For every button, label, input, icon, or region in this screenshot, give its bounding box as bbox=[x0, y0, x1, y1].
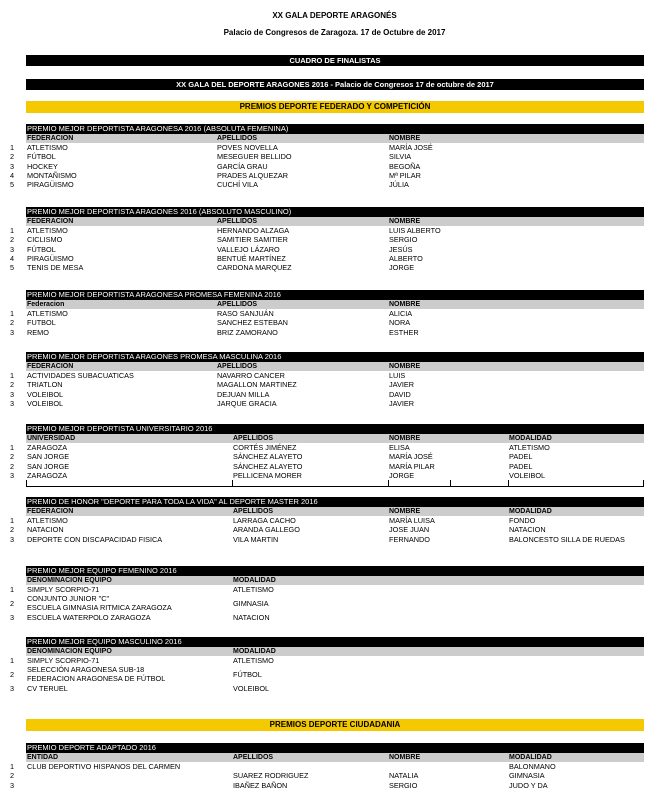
row-rank: 1 bbox=[10, 516, 15, 525]
document-title: XX GALA DEPORTE ARAGONÉS bbox=[272, 11, 397, 20]
award-section bbox=[0, 290, 669, 337]
row-cell: MAGALLON MARTINEZ bbox=[217, 380, 297, 390]
column-header: APELLIDOS bbox=[217, 218, 258, 225]
row-cell: JUDO Y DA bbox=[509, 780, 548, 790]
row-rank: 1 bbox=[10, 443, 15, 452]
table-row bbox=[0, 585, 669, 594]
column-header: DENOMINACION EQUIPO bbox=[27, 648, 112, 655]
column-header: APELLIDOS bbox=[217, 363, 258, 370]
award-section bbox=[0, 637, 669, 694]
row-rank: 3 bbox=[10, 161, 15, 171]
table-row bbox=[0, 762, 669, 771]
row-rank: 2 bbox=[10, 318, 15, 328]
row-cell: FONDO bbox=[509, 516, 536, 525]
grid-divider bbox=[388, 480, 389, 486]
award-section bbox=[0, 424, 669, 487]
row-cell: JORGE bbox=[389, 263, 415, 273]
row-cell: SILVIA bbox=[389, 152, 412, 162]
award-section bbox=[0, 207, 669, 272]
grid-divider bbox=[450, 480, 451, 486]
empty-grid-row bbox=[26, 480, 644, 487]
table-row bbox=[0, 235, 669, 244]
column-header: NOMBRE bbox=[389, 301, 421, 308]
row-cell: ATLETISMO bbox=[27, 516, 68, 525]
row-cell: PIRAGÜISMO bbox=[27, 253, 74, 263]
row-cell: BALONMANO bbox=[509, 762, 556, 771]
table-row bbox=[0, 245, 669, 254]
row-cell: DEJUAN MILLA bbox=[217, 389, 270, 399]
row-cell: CORTÉS JIMÉNEZ bbox=[233, 443, 297, 452]
row-cell: ATLETISMO bbox=[27, 309, 68, 318]
row-rank: 3 bbox=[10, 470, 15, 480]
row-cell: FÚTBOL bbox=[27, 244, 56, 254]
row-cell: SAMITIER SAMITIER bbox=[217, 235, 288, 245]
citizenship-awards-banner: PREMIOS DEPORTE CIUDADANIA bbox=[26, 719, 644, 731]
row-rank: 1 bbox=[10, 585, 15, 594]
row-cell: BALONCESTO SILLA DE RUEDAS bbox=[509, 534, 625, 544]
row-cell: JOSE JUAN bbox=[389, 525, 430, 535]
table-row bbox=[0, 263, 669, 272]
table-row bbox=[0, 328, 669, 337]
table-row bbox=[0, 443, 669, 452]
row-rank: 2 bbox=[10, 452, 15, 462]
table-row bbox=[0, 684, 669, 693]
column-header: MODALIDAD bbox=[509, 754, 552, 761]
table-row bbox=[0, 594, 669, 613]
row-rank: 2 bbox=[10, 152, 15, 162]
column-header: FEDERACION bbox=[27, 135, 74, 142]
column-header: DENOMINACION EQUIPO bbox=[27, 577, 112, 584]
row-cell: ALBERTO bbox=[389, 253, 423, 263]
row-cell: MARÍA JOSÉ bbox=[389, 452, 433, 462]
row-cell: JESÚS bbox=[389, 244, 413, 254]
row-cell: BRIZ ZAMORANO bbox=[217, 327, 278, 337]
row-rank: 3 bbox=[10, 534, 15, 544]
column-header: ENTIDAD bbox=[27, 754, 59, 761]
row-rank: 1 bbox=[10, 226, 15, 235]
row-cell: MESEGUER BELLIDO bbox=[217, 152, 292, 162]
row-cell: HERNANDO ALZAGA bbox=[217, 226, 290, 235]
team-name-line: SELECCIÓN ARAGONESA SUB-18 bbox=[27, 665, 145, 675]
row-rank: 2 bbox=[10, 525, 15, 535]
row-cell: CLUB DEPORTIVO HISPANOS DEL CARMEN bbox=[27, 762, 181, 771]
column-header: UNIVERSIDAD bbox=[27, 435, 76, 442]
table-row bbox=[0, 452, 669, 461]
row-cell: MONTAÑISMO bbox=[27, 170, 77, 180]
row-cell: VILA MARTIN bbox=[233, 534, 279, 544]
row-rank: 5 bbox=[10, 180, 15, 190]
column-header-row bbox=[26, 576, 644, 585]
row-cell: TRIATLON bbox=[27, 380, 63, 390]
row-rank: 2 bbox=[10, 380, 15, 390]
table-row bbox=[0, 656, 669, 665]
row-cell: SIMPLY SCORPIO-71 bbox=[27, 585, 100, 594]
row-rank: 2 bbox=[10, 771, 15, 781]
row-cell: PIRAGÜISMO bbox=[27, 180, 74, 190]
row-cell: ATLETISMO bbox=[509, 443, 550, 452]
row-cell: CUCHÍ VILA bbox=[217, 180, 258, 190]
row-cell: ATLETISMO bbox=[233, 585, 274, 594]
row-cell: NATALIA bbox=[389, 771, 419, 781]
column-header: Federacion bbox=[27, 301, 65, 308]
grid-divider bbox=[232, 480, 233, 486]
row-cell: JÚLIA bbox=[389, 180, 409, 190]
row-cell: FÚTBOL bbox=[27, 152, 56, 162]
row-cell: MARÍA PILAR bbox=[389, 461, 435, 471]
row-cell: LUIS ALBERTO bbox=[389, 226, 441, 235]
table-row bbox=[0, 390, 669, 399]
row-cell: MARÍA LUISA bbox=[389, 516, 435, 525]
table-row bbox=[0, 613, 669, 622]
row-cell: PADEL bbox=[509, 461, 533, 471]
table-row bbox=[0, 143, 669, 152]
row-cell: IBAÑEZ BAÑON bbox=[233, 780, 288, 790]
grid-divider bbox=[508, 480, 509, 486]
row-cell: PADEL bbox=[509, 452, 533, 462]
row-cell: JAVIER bbox=[389, 380, 415, 390]
award-section bbox=[0, 743, 669, 790]
table-row bbox=[0, 380, 669, 389]
column-header-row bbox=[26, 507, 644, 516]
section-title: PREMIO MEJOR EQUIPO MASCULINO 2016 bbox=[26, 637, 644, 647]
row-cell: FUTBOL bbox=[27, 318, 56, 328]
row-cell: NAVARRO CANCER bbox=[217, 371, 285, 380]
row-cell: ATLETISMO bbox=[233, 656, 274, 665]
table-row bbox=[0, 771, 669, 780]
row-cell: ATLETISMO bbox=[27, 226, 68, 235]
column-header: NOMBRE bbox=[389, 135, 421, 142]
row-rank: 3 bbox=[10, 398, 15, 408]
row-cell: LARRAGA CACHO bbox=[233, 516, 296, 525]
finalists-banner: CUADRO DE FINALISTAS bbox=[26, 55, 644, 66]
table-row bbox=[0, 535, 669, 544]
row-cell: VOLEIBOL bbox=[509, 470, 546, 480]
row-cell: BEGOÑA bbox=[389, 161, 421, 171]
award-section bbox=[0, 497, 669, 544]
table-row bbox=[0, 399, 669, 408]
column-header: APELLIDOS bbox=[217, 301, 258, 308]
row-rank: 2 bbox=[10, 461, 15, 471]
row-cell: VOLEIBOL bbox=[233, 684, 270, 694]
column-header: NOMBRE bbox=[389, 218, 421, 225]
row-cell: SANCHEZ ESTEBAN bbox=[217, 318, 288, 328]
column-header-row bbox=[26, 434, 644, 443]
row-cell: JARQUE GRACIA bbox=[217, 398, 277, 408]
section-title: PREMIO MEJOR EQUIPO FEMENINO 2016 bbox=[26, 566, 644, 576]
row-cell: ESTHER bbox=[389, 327, 419, 337]
row-cell: SÁNCHEZ ALAYETO bbox=[233, 461, 303, 471]
row-cell: Mª PILAR bbox=[389, 170, 421, 180]
table-row bbox=[0, 462, 669, 471]
row-rank: 4 bbox=[10, 253, 15, 263]
row-cell: TENIS DE MESA bbox=[27, 263, 84, 273]
row-cell: VOLEIBOL bbox=[27, 389, 64, 399]
row-rank: 3 bbox=[10, 389, 15, 399]
column-header: MODALIDAD bbox=[233, 648, 276, 655]
row-cell: ALICIA bbox=[389, 309, 413, 318]
row-cell: NATACION bbox=[233, 613, 270, 623]
row-rank: 2 bbox=[10, 670, 15, 680]
table-row bbox=[0, 525, 669, 534]
row-rank: 1 bbox=[10, 656, 15, 665]
column-header: NOMBRE bbox=[389, 754, 421, 761]
column-header-row bbox=[26, 753, 644, 762]
team-name-line: CONJUNTO JUNIOR "C" bbox=[27, 594, 110, 604]
row-cell: SÁNCHEZ ALAYETO bbox=[233, 452, 303, 462]
row-rank: 4 bbox=[10, 170, 15, 180]
row-rank: 1 bbox=[10, 309, 15, 318]
document-subtitle: Palacio de Congresos de Zaragoza. 17 de Octubre de 2017 bbox=[223, 28, 446, 37]
row-cell: BENTUÉ MARTÍNEZ bbox=[217, 253, 286, 263]
row-cell: ESCUELA WATERPOLO ZARAGOZA bbox=[27, 613, 151, 623]
table-row bbox=[0, 226, 669, 235]
row-cell: ZARAGOZA bbox=[27, 470, 68, 480]
row-cell: HOCKEY bbox=[27, 161, 58, 171]
award-section bbox=[0, 352, 669, 408]
row-cell: SIMPLY SCORPIO-71 bbox=[27, 656, 100, 665]
team-name-line: ESCUELA GIMNASIA RITMICA ZARAGOZA bbox=[27, 603, 172, 613]
row-cell: ELISA bbox=[389, 443, 410, 452]
table-row bbox=[0, 781, 669, 790]
row-rank: 1 bbox=[10, 371, 15, 380]
row-cell: DEPORTE CON DISCAPACIDAD FISICA bbox=[27, 534, 163, 544]
award-section bbox=[0, 566, 669, 623]
column-header: NOMBRE bbox=[389, 435, 421, 442]
table-row bbox=[0, 162, 669, 171]
row-cell: VALLEJO LÁZARO bbox=[217, 244, 280, 254]
column-header: MODALIDAD bbox=[509, 435, 552, 442]
row-rank: 3 bbox=[10, 684, 15, 694]
row-cell: ATLETISMO bbox=[27, 143, 68, 152]
row-cell: LUIS bbox=[389, 371, 406, 380]
column-header-row bbox=[26, 134, 644, 143]
column-header: APELLIDOS bbox=[233, 754, 274, 761]
column-header: APELLIDOS bbox=[217, 135, 258, 142]
table-row bbox=[0, 471, 669, 480]
section-title: PREMIO DEPORTE ADAPTADO 2016 bbox=[26, 743, 644, 753]
section-title: PREMIO MEJOR DEPORTISTA ARAGONES 2016 (ABSOLUTO MASCULINO) bbox=[26, 207, 644, 217]
table-row bbox=[0, 254, 669, 263]
column-header: MODALIDAD bbox=[233, 577, 276, 584]
row-cell: DAVID bbox=[389, 389, 411, 399]
row-cell: SAN JORGE bbox=[27, 452, 70, 462]
row-cell: POVES NOVELLA bbox=[217, 143, 278, 152]
table-row bbox=[0, 665, 669, 684]
table-row bbox=[0, 152, 669, 161]
table-row bbox=[0, 180, 669, 189]
row-cell: RASO SANJUÁN bbox=[217, 309, 274, 318]
row-cell: NATACION bbox=[509, 525, 546, 535]
column-header: FEDERACION bbox=[27, 218, 74, 225]
row-rank: 3 bbox=[10, 613, 15, 623]
row-cell: GARCÍA GRAU bbox=[217, 161, 268, 171]
row-cell: GIMNASIA bbox=[233, 599, 269, 609]
row-cell: PRADES ALQUEZAR bbox=[217, 170, 288, 180]
column-header: NOMBRE bbox=[389, 363, 421, 370]
row-cell: ZARAGOZA bbox=[27, 443, 68, 452]
row-cell: SAN JORGE bbox=[27, 461, 70, 471]
row-cell: SERGIO bbox=[389, 780, 418, 790]
column-header: FEDERACION bbox=[27, 508, 74, 515]
federated-awards-banner: PREMIOS DEPORTE FEDERADO Y COMPETICIÓN bbox=[26, 101, 644, 113]
row-rank: 3 bbox=[10, 244, 15, 254]
section-title: PREMIO MEJOR DEPORTISTA ARAGONESA PROMESA FEMENINA 2016 bbox=[26, 290, 644, 300]
section-title: PREMIO MEJOR DEPORTISTA ARAGONESA 2016 (ABSOLUTA FEMENINA) bbox=[26, 124, 644, 134]
column-header: FEDERACION bbox=[27, 363, 74, 370]
table-row bbox=[0, 516, 669, 525]
row-cell: VOLEIBOL bbox=[27, 398, 64, 408]
row-cell: GIMNASIA bbox=[509, 771, 545, 781]
column-header-row bbox=[26, 217, 644, 226]
row-cell: MARÍA JOSÉ bbox=[389, 143, 433, 152]
column-header: APELLIDOS bbox=[233, 435, 274, 442]
gala-banner: XX GALA DEL DEPORTE ARAGONES 2016 - Palacio de Congresos 17 de octubre de 2017 bbox=[26, 79, 644, 90]
column-header-row bbox=[26, 362, 644, 371]
row-cell: ARANDA GALLEGO bbox=[233, 525, 300, 535]
row-rank: 2 bbox=[10, 235, 15, 245]
row-cell: FÚTBOL bbox=[233, 670, 262, 680]
row-rank: 2 bbox=[10, 599, 15, 609]
row-cell: ACTIVIDADES SUBACUATICAS bbox=[27, 371, 134, 380]
row-rank: 1 bbox=[10, 762, 15, 771]
row-cell: PELLICENA MORER bbox=[233, 470, 302, 480]
section-title: PREMIO MEJOR DEPORTISTA UNIVERSITARIO 2016 bbox=[26, 424, 644, 434]
row-cell: CARDONA MARQUEZ bbox=[217, 263, 292, 273]
section-title: PREMIO DE HONOR "DEPORTE PARA TODA LA VIDA" AL DEPORTE MASTER 2016 bbox=[26, 497, 644, 507]
row-cell: SUAREZ RODRIGUEZ bbox=[233, 771, 309, 781]
column-header-row bbox=[26, 647, 644, 656]
column-header: APELLIDOS bbox=[233, 508, 274, 515]
row-cell: NORA bbox=[389, 318, 411, 328]
team-name-line: FEDERACION ARAGONESA DE FÚTBOL bbox=[27, 674, 166, 684]
row-rank: 3 bbox=[10, 327, 15, 337]
row-cell: JORGE bbox=[389, 470, 415, 480]
table-row bbox=[0, 318, 669, 327]
row-rank: 5 bbox=[10, 263, 15, 273]
row-rank: 1 bbox=[10, 143, 15, 152]
row-cell: NATACION bbox=[27, 525, 64, 535]
row-cell: REMO bbox=[27, 327, 49, 337]
row-cell: FERNANDO bbox=[389, 534, 430, 544]
column-header: NOMBRE bbox=[389, 508, 421, 515]
row-cell: CV TERUEL bbox=[27, 684, 68, 694]
row-cell: JAVIER bbox=[389, 398, 415, 408]
section-title: PREMIO MEJOR DEPORTISTA ARAGONES PROMESA MASCULINA 2016 bbox=[26, 352, 644, 362]
award-section bbox=[0, 124, 669, 189]
table-row bbox=[0, 309, 669, 318]
row-rank: 3 bbox=[10, 780, 15, 790]
table-row bbox=[0, 371, 669, 380]
row-cell: SERGIO bbox=[389, 235, 418, 245]
table-row bbox=[0, 171, 669, 180]
column-header: MODALIDAD bbox=[509, 508, 552, 515]
row-cell: CICLISMO bbox=[27, 235, 63, 245]
column-header-row bbox=[26, 300, 644, 309]
